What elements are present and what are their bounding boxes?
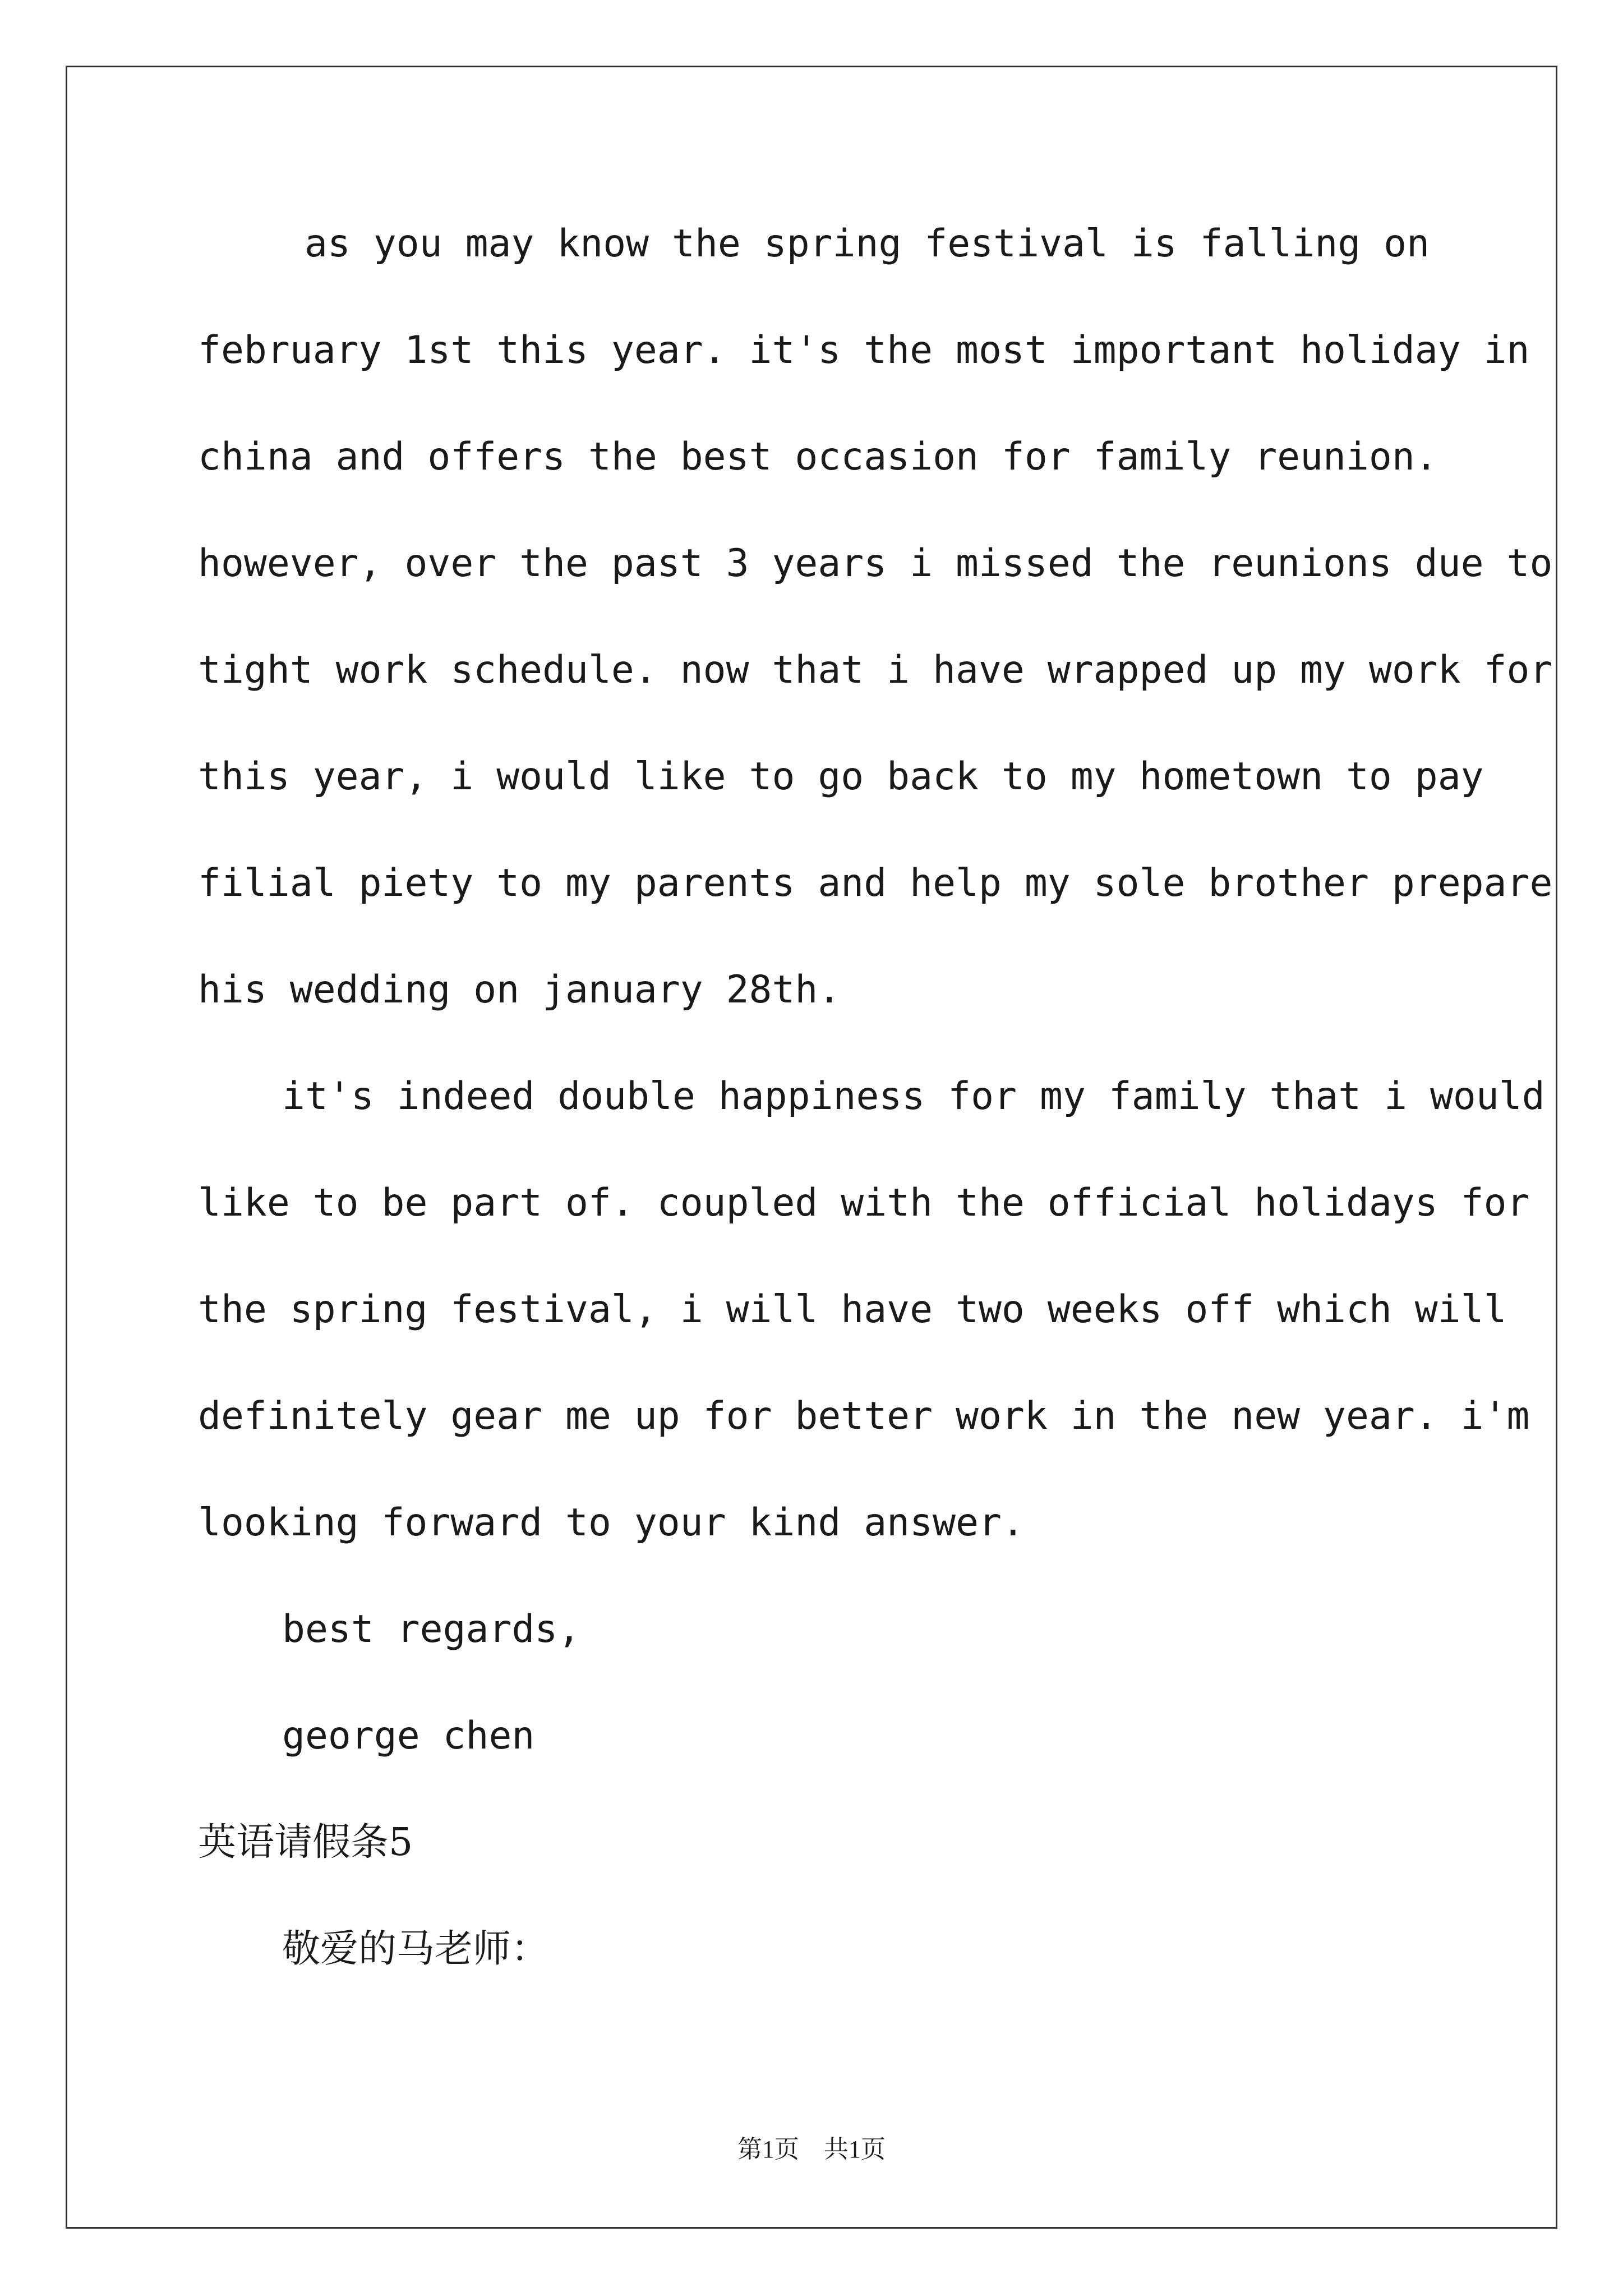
paragraph-line: his wedding on january 28th. (198, 968, 841, 1012)
document-body (198, 222, 1553, 2036)
section-heading: 英语请假条5 (198, 1820, 413, 1865)
paragraph-line: this year, i would like to go back to my hometown to pay (198, 754, 1484, 799)
paragraph-line: tight work schedule. now that i have wrapped up my work for (198, 648, 1553, 692)
page-number-footer: 第1页 共1页 (737, 2136, 886, 2163)
paragraph-line: filial piety to my parents and help my sole brother prepare (198, 861, 1553, 905)
paragraph-line: china and offers the best occasion for family reunion. (198, 435, 1438, 479)
salutation-line: 敬爱的马老师： (282, 1927, 550, 1971)
paragraph-line: february 1st this year. it's the most important holiday in (198, 328, 1530, 372)
closing-line: best regards, (282, 1607, 581, 1651)
paragraph-line: as you may know the spring festival is falling on (305, 222, 1430, 266)
paragraph-line: like to be part of. coupled with the official holidays for (198, 1181, 1530, 1225)
paragraph-line: it's indeed double happiness for my family that i would (282, 1074, 1545, 1119)
paragraph-line: the spring festival, i will have two weeks off which will (198, 1287, 1507, 1332)
signature-line: george chen (282, 1714, 535, 1758)
paragraph-line: looking forward to your kind answer. (198, 1501, 1025, 1545)
paragraph-line: definitely gear me up for better work in the new year. i'm (198, 1394, 1530, 1438)
paragraph-line: however, over the past 3 years i missed the reunions due to (198, 541, 1553, 586)
